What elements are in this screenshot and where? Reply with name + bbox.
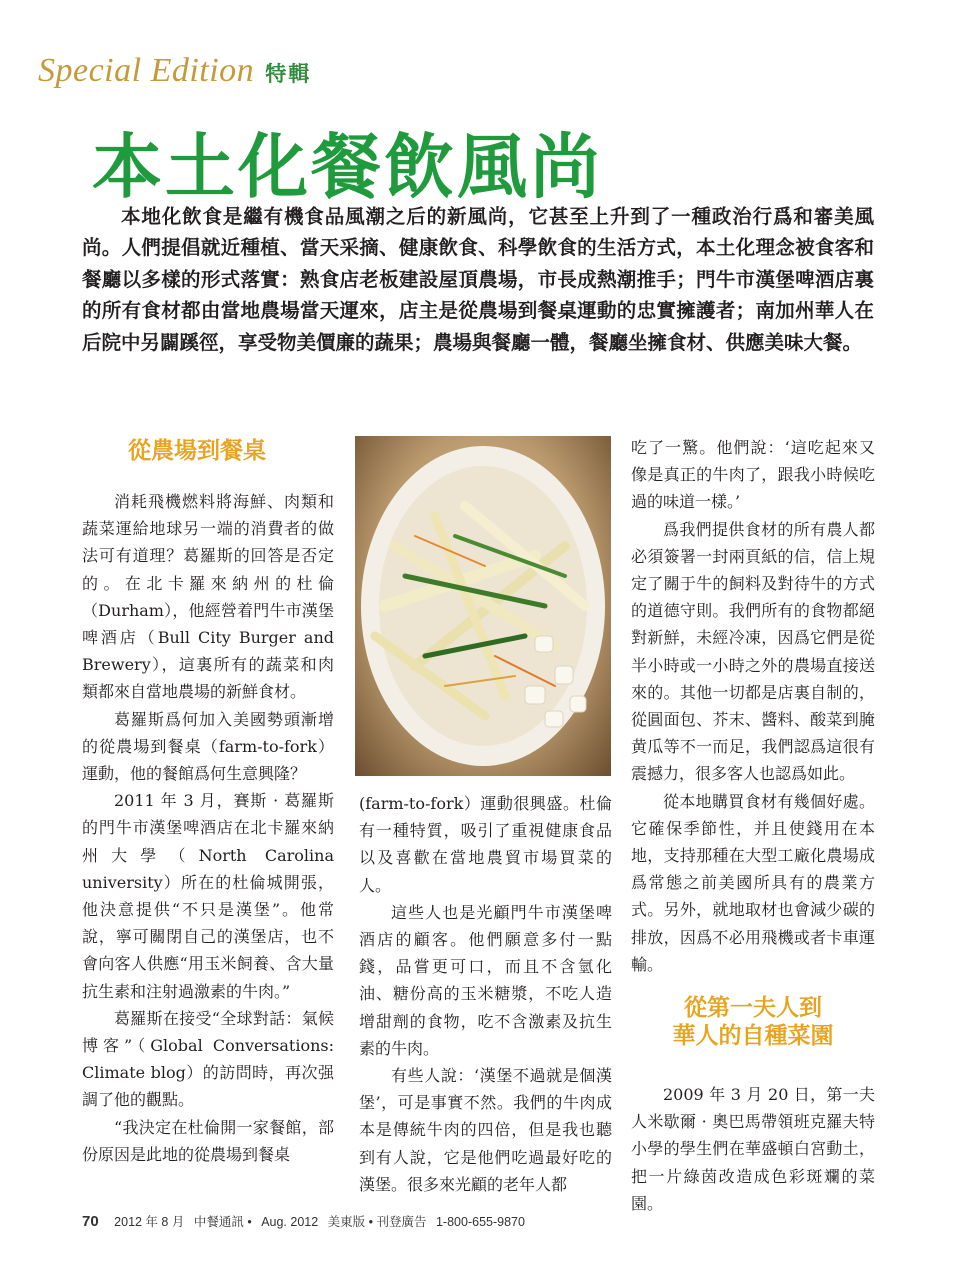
footer-date-english: Aug. 2012 <box>261 1215 319 1229</box>
paragraph: 這些人也是光顧門牛市漢堡啤酒店的顧客。他們願意多付一點錢，品嘗更可口，而且不含氫化油、糖份高的玉米糖漿，不吃人造增甜劑的食物，吃不含激素及抗生素的牛肉。 <box>359 902 612 1058</box>
column-3 <box>631 434 875 1217</box>
paragraph: 2009 年 3 月 20 日，第一夫人米歇爾 · 奧巴馬帶領班克羅夫特小學的學生們在華盛頓白宮動土，把一片綠茵改造成色彩斑斕的菜園。 <box>631 1085 875 1213</box>
footer-phone: 1-800-655-9870 <box>435 1215 525 1229</box>
paragraph: 吃了一驚。他們說：‘這吃起來又像是真正的牛肉了，跟我小時候吃過的味道一樣。’ <box>631 438 875 512</box>
footer-edition: 美東版 • 刊登廣告 <box>327 1215 427 1229</box>
section-kicker <box>38 52 311 98</box>
subheading-line-1: 從第一夫人到 <box>684 995 822 1022</box>
paragraph: 消耗飛機燃料將海鮮、肉類和蔬菜運給地球另一端的消費者的做法可有道理？葛羅斯的回答是否定的。在北卡羅來納州的杜倫（Durham），他經營着門牛市漢堡啤酒店（Bull City Burger and Brewery），這裏所有的蔬菜和肉類都來自當地農場的新鮮食材。 <box>82 492 334 702</box>
subheading-first-lady-garden <box>631 994 875 1050</box>
column-1 <box>82 434 334 1168</box>
food-photo <box>355 436 611 776</box>
stir-fry-plate-illustration <box>355 436 611 776</box>
paragraph: (farm-to-fork）運動很興盛。杜倫有一種特質，吸引了重視健康食品以及喜歡在當地農貿市場買菜的人。 <box>359 794 612 895</box>
footer-date-chinese: 2012 年 8 月 <box>114 1215 185 1229</box>
column-2 <box>359 790 612 1198</box>
page-number: 70 <box>82 1213 99 1230</box>
footer-publication: 中餐通訊 • <box>193 1215 252 1229</box>
article-title: 本土化餐飲風尚 <box>92 126 603 208</box>
paragraph: “我決定在杜倫開一家餐館，部份原因是此地的從農場到餐桌 <box>82 1117 334 1164</box>
section-label-english: Special Edition <box>38 52 255 89</box>
paragraph: 有些人說：‘漢堡不過就是個漢堡’，可是事實不然。我們的牛肉成本是傳統牛肉的四倍，但是我也聽到有人說，它是他們吃過最好吃的漢堡。很多來光顧的老年人都 <box>359 1066 612 1194</box>
paragraph: 從本地購買食材有幾個好處。它確保季節性，并且使錢用在本地，支持那種在大型工廠化農場成爲常態之前美國所具有的農業方式。另外，就地取材也會減少碳的排放，因爲不必用飛機或者卡車運輸。 <box>631 791 875 974</box>
paragraph: 爲我們提供食材的所有農人都必須簽署一封兩頁紙的信，信上規定了關于牛的飼料及對待牛的方式的道德守則。我們所有的食物都絕對新鮮，未經冷凍，因爲它們是從半小時或一小時之外的農場直接送來的。其他一切都是店裏自制的，從圓面包、芥末、醬料、酸菜到腌黄瓜等不一而足，我們認爲這很有震撼力，很多客人也認爲如此。 <box>631 519 875 784</box>
section-label-chinese: 特輯 <box>265 62 312 86</box>
paragraph: 葛羅斯在接受“全球對話：氣候博客”（Global Conversations: Climate blog）的訪問時，再次强調了他的觀點。 <box>82 1008 334 1110</box>
page-footer <box>82 1212 531 1234</box>
article-intro: 本地化飲食是繼有機食品風潮之后的新風尚，它甚至上升到了一種政治行爲和審美風尚。人們提倡就近種植、當天采摘、健康飲食、科學飲食的生活方式，本土化理念被食客和餐廳以多樣的形式落實：熟食店老板建設屋頂農場，市長成熱潮推手；門牛市漢堡啤酒店裏的所有食材都由當地農場當天運來，店主是從農場到餐桌運動的忠實擁護者；南加州華人在后院中另闢蹊徑，享受物美價廉的蔬果；農場與餐廳一體，餐廳坐擁食材、供應美味大餐。 <box>82 205 874 354</box>
subheading-farm-to-table: 從農場到餐桌 <box>128 438 266 464</box>
subheading-line-2: 華人的自種菜園 <box>672 1023 834 1050</box>
paragraph: 葛羅斯爲何加入美國勢頭漸增的從農場到餐桌（farm-to-fork）運動，他的餐館爲何生意興隆？ <box>82 709 334 784</box>
paragraph: 2011 年 3 月，賽斯 · 葛羅斯的門牛市漢堡啤酒店在北卡羅來納州大學（North Carolina university）所在的杜倫城開張，他決意提供“不只是漢堡”。他常說，寧可關閉自己的漢堡店，也不會向客人供應“用玉米飼養、含大量抗生素和注射過激素的牛肉。” <box>82 791 334 1001</box>
